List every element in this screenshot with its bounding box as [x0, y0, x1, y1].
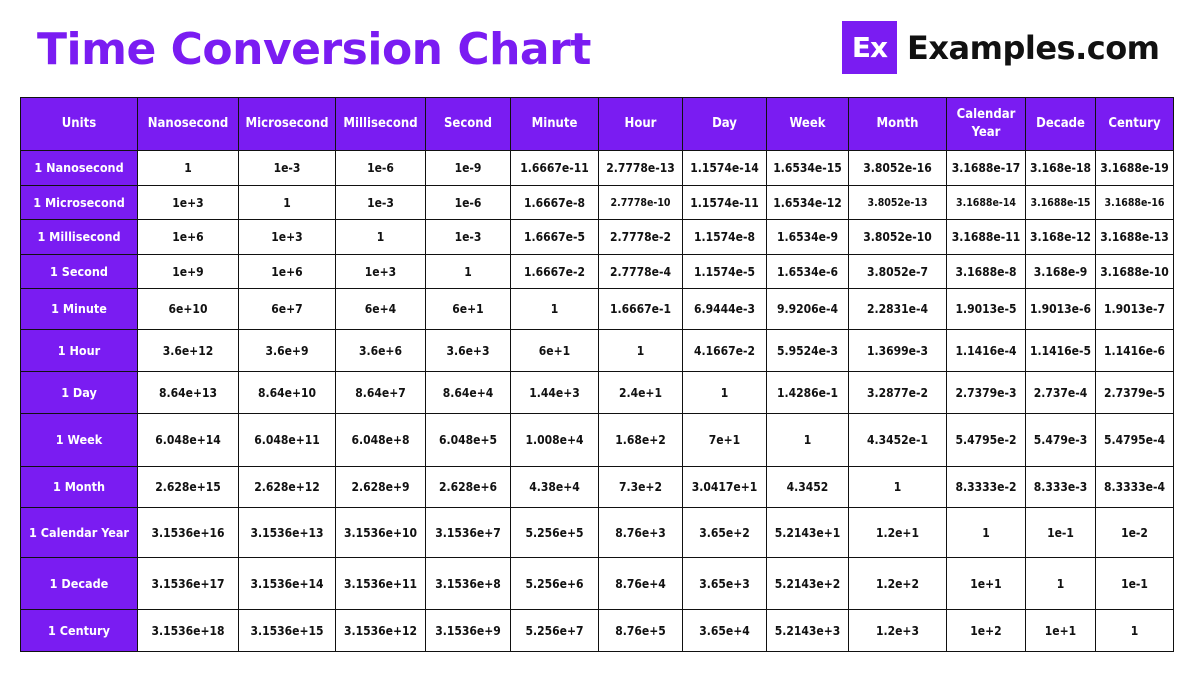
table-cell: 3.1688e-19 — [1096, 151, 1174, 186]
table-cell: 1e+3 — [239, 220, 336, 255]
table-cell: 5.479e-3 — [1026, 414, 1096, 467]
table-cell: 4.3452e-1 — [849, 414, 947, 467]
table-cell: 9.9206e-4 — [767, 289, 849, 330]
table-cell: 1.9013e-6 — [1026, 289, 1096, 330]
table-cell: 8.64e+7 — [336, 372, 426, 414]
table-cell: 1e-1 — [1026, 508, 1096, 558]
table-cell: 1.1574e-5 — [683, 255, 767, 289]
table-cell: 1.4286e-1 — [767, 372, 849, 414]
table-row — [21, 330, 1174, 372]
column-header: Century — [1096, 98, 1174, 151]
table-cell: 1.9013e-7 — [1096, 289, 1174, 330]
examples-logo-icon: Ex — [842, 21, 897, 74]
table-cell: 6.9444e-3 — [683, 289, 767, 330]
table-cell: 1 — [138, 151, 239, 186]
table-cell: 1 — [239, 186, 336, 220]
row-header: 1 Microsecond — [21, 186, 138, 220]
table-cell: 1e-6 — [426, 186, 511, 220]
table-cell: 3.6e+12 — [138, 330, 239, 372]
table-cell: 4.38e+4 — [511, 467, 599, 508]
table-cell: 1.6667e-11 — [511, 151, 599, 186]
table-cell: 5.256e+6 — [511, 558, 599, 610]
table-cell: 1e-1 — [1096, 558, 1174, 610]
column-header: Nanosecond — [138, 98, 239, 151]
header-row — [21, 98, 1174, 151]
table-cell: 3.168e-9 — [1026, 255, 1096, 289]
table-cell: 1 — [336, 220, 426, 255]
table-cell: 3.168e-12 — [1026, 220, 1096, 255]
table-cell: 1.2e+1 — [849, 508, 947, 558]
table-cell: 6e+7 — [239, 289, 336, 330]
table-cell: 7e+1 — [683, 414, 767, 467]
row-header: 1 Decade — [21, 558, 138, 610]
table-cell: 3.1536e+8 — [426, 558, 511, 610]
table-cell: 1 — [511, 289, 599, 330]
table-cell: 3.1536e+18 — [138, 610, 239, 652]
table-cell: 1e+1 — [947, 558, 1026, 610]
table-cell: 1e+9 — [138, 255, 239, 289]
table-cell: 5.2143e+1 — [767, 508, 849, 558]
table-cell: 2.628e+12 — [239, 467, 336, 508]
table-cell: 3.1688e-10 — [1096, 255, 1174, 289]
table-cell: 3.1536e+9 — [426, 610, 511, 652]
row-header: 1 Month — [21, 467, 138, 508]
table-cell: 2.7778e-4 — [599, 255, 683, 289]
table-cell: 8.64e+10 — [239, 372, 336, 414]
table-cell: 1.6667e-1 — [599, 289, 683, 330]
table-cell: 1.44e+3 — [511, 372, 599, 414]
table-cell: 3.1536e+10 — [336, 508, 426, 558]
table-cell: 1.3699e-3 — [849, 330, 947, 372]
table-cell: 2.7379e-5 — [1096, 372, 1174, 414]
table-cell: 6e+10 — [138, 289, 239, 330]
table-cell: 1.6534e-9 — [767, 220, 849, 255]
table-cell: 8.76e+5 — [599, 610, 683, 652]
table-cell: 3.1688e-13 — [1096, 220, 1174, 255]
table-cell: 3.1536e+15 — [239, 610, 336, 652]
table-cell: 4.3452 — [767, 467, 849, 508]
table-cell: 2.7778e-13 — [599, 151, 683, 186]
row-header: 1 Hour — [21, 330, 138, 372]
column-header: Week — [767, 98, 849, 151]
table-cell: 2.737e-4 — [1026, 372, 1096, 414]
table-cell: 1.9013e-5 — [947, 289, 1026, 330]
table-cell: 1e+2 — [947, 610, 1026, 652]
table-cell: 1.6534e-6 — [767, 255, 849, 289]
brand-logo-link[interactable] — [842, 21, 1160, 74]
table-cell: 5.2143e+3 — [767, 610, 849, 652]
table-cell: 2.2831e-4 — [849, 289, 947, 330]
table-cell: 8.333e-3 — [1026, 467, 1096, 508]
table-cell: 6.048e+5 — [426, 414, 511, 467]
table-cell: 3.1688e-16 — [1096, 186, 1174, 220]
table-cell: 1.1416e-5 — [1026, 330, 1096, 372]
table-cell: 1.6534e-12 — [767, 186, 849, 220]
table-row — [21, 372, 1174, 414]
table-cell: 6.048e+8 — [336, 414, 426, 467]
brand-name: Examples.com — [907, 28, 1160, 67]
table-cell: 1e-3 — [426, 220, 511, 255]
row-header: 1 Calendar Year — [21, 508, 138, 558]
column-header: Month — [849, 98, 947, 151]
table-row — [21, 558, 1174, 610]
table-cell: 1 — [767, 414, 849, 467]
table-cell: 1e+1 — [1026, 610, 1096, 652]
table-cell: 3.65e+4 — [683, 610, 767, 652]
table-cell: 5.256e+5 — [511, 508, 599, 558]
table-cell: 2.628e+9 — [336, 467, 426, 508]
table-cell: 1.6667e-2 — [511, 255, 599, 289]
table-cell: 1.1416e-4 — [947, 330, 1026, 372]
column-header: Decade — [1026, 98, 1096, 151]
table-cell: 3.8052e-16 — [849, 151, 947, 186]
table-cell: 3.2877e-2 — [849, 372, 947, 414]
column-header: Minute — [511, 98, 599, 151]
table-cell: 1.2e+2 — [849, 558, 947, 610]
table-row — [21, 289, 1174, 330]
table-cell: 1.6534e-15 — [767, 151, 849, 186]
table-cell: 3.1536e+12 — [336, 610, 426, 652]
table-cell: 3.65e+3 — [683, 558, 767, 610]
table-cell: 3.1536e+11 — [336, 558, 426, 610]
table-cell: 2.4e+1 — [599, 372, 683, 414]
table-cell: 1.2e+3 — [849, 610, 947, 652]
table-cell: 1e+6 — [239, 255, 336, 289]
row-header: 1 Nanosecond — [21, 151, 138, 186]
table-cell: 8.64e+4 — [426, 372, 511, 414]
table-cell: 1 — [426, 255, 511, 289]
row-header: 1 Day — [21, 372, 138, 414]
table-cell: 3.8052e-7 — [849, 255, 947, 289]
row-header: 1 Century — [21, 610, 138, 652]
table-cell: 3.0417e+1 — [683, 467, 767, 508]
table-cell: 3.1536e+7 — [426, 508, 511, 558]
table-cell: 1.6667e-5 — [511, 220, 599, 255]
table-cell: 8.3333e-4 — [1096, 467, 1174, 508]
table-cell: 3.1688e-11 — [947, 220, 1026, 255]
table-cell: 2.628e+15 — [138, 467, 239, 508]
corner-header: Units — [21, 98, 138, 151]
table-cell: 1 — [849, 467, 947, 508]
table-cell: 8.76e+3 — [599, 508, 683, 558]
table-cell: 1 — [1026, 558, 1096, 610]
table-cell: 3.65e+2 — [683, 508, 767, 558]
table-cell: 2.7778e-2 — [599, 220, 683, 255]
table-row — [21, 467, 1174, 508]
table-cell: 1 — [599, 330, 683, 372]
table-cell: 3.1536e+13 — [239, 508, 336, 558]
table-cell: 1.1574e-14 — [683, 151, 767, 186]
column-header: Hour — [599, 98, 683, 151]
table-cell: 1e-6 — [336, 151, 426, 186]
table-cell: 3.1536e+14 — [239, 558, 336, 610]
table-cell: 3.8052e-13 — [849, 186, 947, 220]
table-cell: 2.7379e-3 — [947, 372, 1026, 414]
table-cell: 3.6e+3 — [426, 330, 511, 372]
table-cell: 1e+3 — [138, 186, 239, 220]
table-cell: 6e+1 — [426, 289, 511, 330]
table-cell: 1 — [1096, 610, 1174, 652]
page-title: Time Conversion Chart — [37, 24, 591, 75]
table-cell: 1e-3 — [336, 186, 426, 220]
table-cell: 3.1688e-17 — [947, 151, 1026, 186]
table-cell: 1.1574e-8 — [683, 220, 767, 255]
table-cell: 4.1667e-2 — [683, 330, 767, 372]
table-cell: 2.7778e-10 — [599, 186, 683, 220]
table-cell: 5.256e+7 — [511, 610, 599, 652]
table-cell: 6.048e+11 — [239, 414, 336, 467]
table-cell: 5.2143e+2 — [767, 558, 849, 610]
table-cell: 6.048e+14 — [138, 414, 239, 467]
table-cell: 3.1688e-8 — [947, 255, 1026, 289]
table-cell: 1e-9 — [426, 151, 511, 186]
row-header: 1 Week — [21, 414, 138, 467]
table-cell: 2.628e+6 — [426, 467, 511, 508]
table-cell: 5.4795e-4 — [1096, 414, 1174, 467]
table-cell: 1e-3 — [239, 151, 336, 186]
table-cell: 1e-2 — [1096, 508, 1174, 558]
table-cell: 6e+1 — [511, 330, 599, 372]
table-cell: 1.6667e-8 — [511, 186, 599, 220]
column-header: Day — [683, 98, 767, 151]
column-header: Calendar Year — [947, 98, 1026, 151]
table-row — [21, 151, 1174, 186]
table-cell: 3.1536e+16 — [138, 508, 239, 558]
table-cell: 8.76e+4 — [599, 558, 683, 610]
conversion-table — [20, 97, 1174, 652]
table-cell: 1.68e+2 — [599, 414, 683, 467]
column-header: Millisecond — [336, 98, 426, 151]
table-cell: 1e+6 — [138, 220, 239, 255]
table-cell: 1e+3 — [336, 255, 426, 289]
table-cell: 1.1416e-6 — [1096, 330, 1174, 372]
table-cell: 3.1536e+17 — [138, 558, 239, 610]
table-cell: 3.6e+6 — [336, 330, 426, 372]
row-header: 1 Minute — [21, 289, 138, 330]
table-row — [21, 255, 1174, 289]
table-cell: 6e+4 — [336, 289, 426, 330]
column-header: Microsecond — [239, 98, 336, 151]
table-row — [21, 186, 1174, 220]
table-row — [21, 610, 1174, 652]
table-row — [21, 414, 1174, 467]
row-header: 1 Millisecond — [21, 220, 138, 255]
table-row — [21, 508, 1174, 558]
table-cell: 5.4795e-2 — [947, 414, 1026, 467]
table-cell: 3.6e+9 — [239, 330, 336, 372]
table-cell: 7.3e+2 — [599, 467, 683, 508]
column-header: Second — [426, 98, 511, 151]
table-cell: 1 — [683, 372, 767, 414]
table-cell: 8.3333e-2 — [947, 467, 1026, 508]
table-cell: 5.9524e-3 — [767, 330, 849, 372]
table-cell: 3.1688e-14 — [947, 186, 1026, 220]
table-cell: 1.1574e-11 — [683, 186, 767, 220]
table-cell: 3.1688e-15 — [1026, 186, 1096, 220]
table-cell: 1.008e+4 — [511, 414, 599, 467]
table-cell: 3.168e-18 — [1026, 151, 1096, 186]
table-cell: 3.8052e-10 — [849, 220, 947, 255]
table-cell: 8.64e+13 — [138, 372, 239, 414]
table-row — [21, 220, 1174, 255]
table-cell: 1 — [947, 508, 1026, 558]
row-header: 1 Second — [21, 255, 138, 289]
